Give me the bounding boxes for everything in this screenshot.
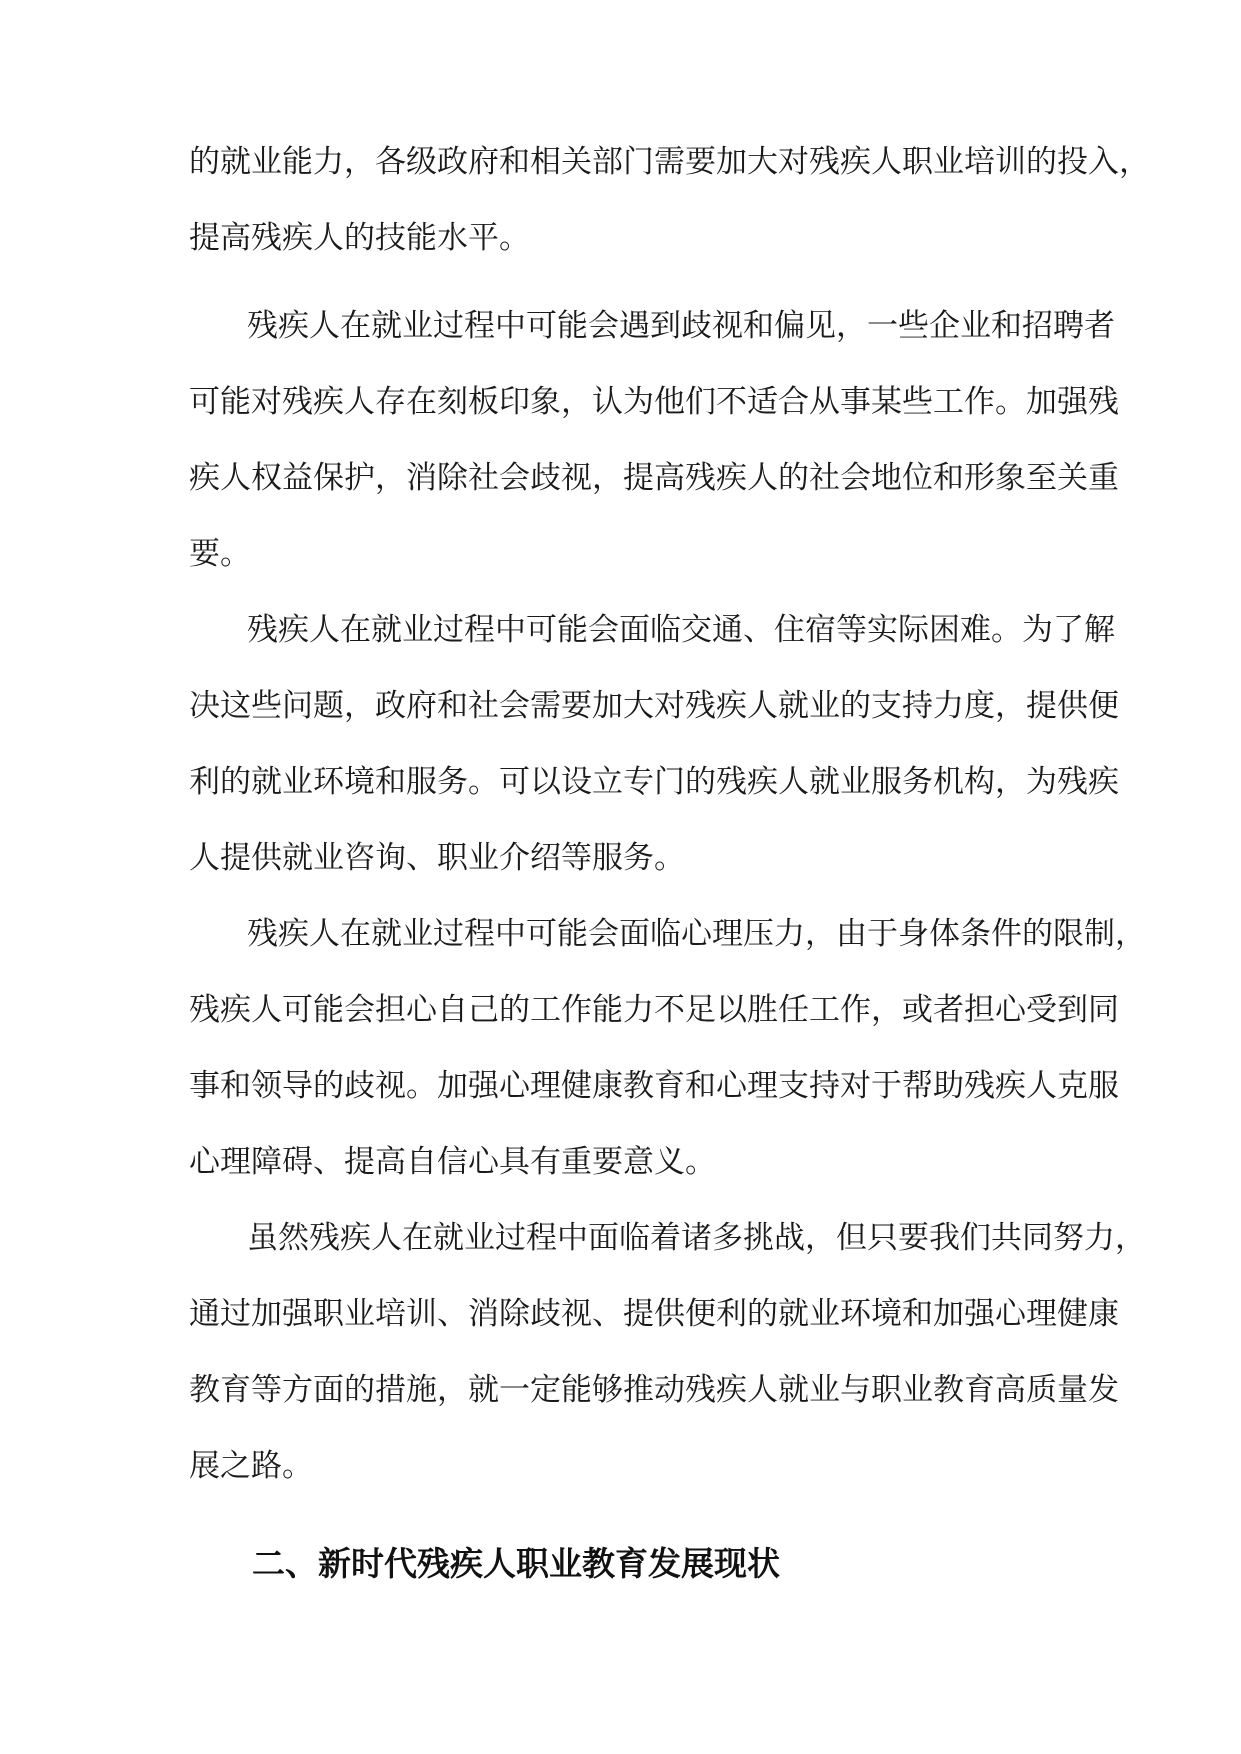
text-line: 展之路。 — [189, 1448, 313, 1484]
text-line: 事和领导的歧视。加强心理健康教育和心理支持对于帮助残疾人克服 — [189, 1068, 1119, 1104]
text-line: 决这些问题，政府和社会需要加大对残疾人就业的支持力度，提供便 — [189, 688, 1119, 724]
paragraph-first-line: 残疾人在就业过程中可能会面临交通、住宿等实际困难。为了解 — [247, 612, 1115, 648]
text-line: 利的就业环境和服务。可以设立专门的残疾人就业服务机构，为残疾 — [189, 764, 1119, 800]
text-line: 可能对残疾人存在刻板印象，认为他们不适合从事某些工作。加强残 — [189, 384, 1119, 420]
paragraph-first-line: 残疾人在就业过程中可能会面临心理压力，由于身体条件的限制， — [247, 916, 1146, 952]
text-line: 心理障碍、提高自信心具有重要意义。 — [189, 1144, 716, 1180]
section-heading: 二、新时代残疾人职业教育发展现状 — [252, 1544, 780, 1583]
paragraph-first-line: 虽然残疾人在就业过程中面临着诸多挑战，但只要我们共同努力， — [247, 1220, 1146, 1256]
text-line: 要。 — [189, 536, 251, 572]
text-line: 疾人权益保护，消除社会歧视，提高残疾人的社会地位和形象至关重 — [189, 460, 1119, 496]
text-line: 的就业能力，各级政府和相关部门需要加大对残疾人职业培训的投入， — [189, 144, 1150, 180]
text-line: 通过加强职业培训、消除歧视、提供便利的就业环境和加强心理健康 — [189, 1296, 1119, 1332]
paragraph-first-line: 残疾人在就业过程中可能会遇到歧视和偏见，一些企业和招聘者 — [247, 308, 1115, 344]
text-line: 残疾人可能会担心自己的工作能力不足以胜任工作，或者担心受到同 — [189, 992, 1119, 1028]
text-line: 提高残疾人的技能水平。 — [189, 220, 530, 256]
text-line: 人提供就业咨询、职业介绍等服务。 — [189, 840, 685, 876]
text-line: 教育等方面的措施，就一定能够推动残疾人就业与职业教育高质量发 — [189, 1372, 1119, 1408]
